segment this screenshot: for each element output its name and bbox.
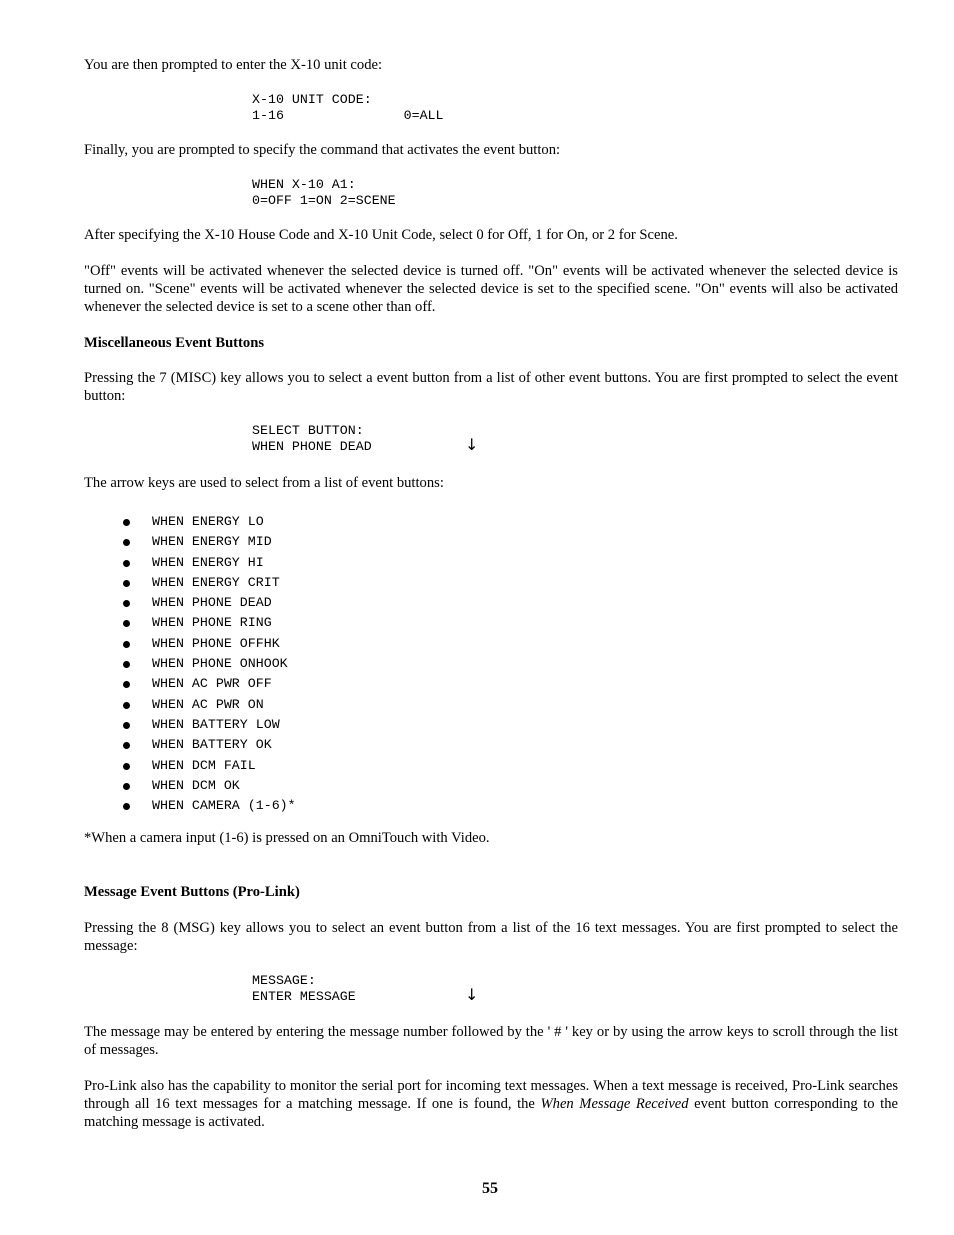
footnote-camera: *When a camera input (1-6) is pressed on an OmniTouch with Video. [84,830,490,846]
bullet-icon [123,641,130,648]
page-number: 55 [482,1180,498,1197]
bullet-icon [123,803,130,810]
bullet-icon [123,742,130,749]
bullet-icon [123,783,130,790]
bullet-icon [123,600,130,607]
down-arrow-icon: ↓ [465,435,479,454]
down-arrow-icon: ↓ [465,985,479,1004]
code-unit-code-prompt: X-10 UNIT CODE: 1-16 0=ALL [252,92,444,123]
paragraph-event-activation: "Off" events will be activated whenever the selected device is turned off. "On" events will be activated whenever the selected device is turned on. "Scene" events will be activated whenever the selected device is set to the specified scene. "On" events will also be activated whenever the selected device is set to a scene other than off. [84,263,898,315]
bullet-icon [123,661,130,668]
paragraph-message-entry: The message may be entered by entering the message number followed by the ' # ' key or by using the arrow keys to scroll through the list of messages. [84,1024,898,1058]
bullet-icon [123,539,130,546]
bullet-icon [123,580,130,587]
paragraph-misc-key: Pressing the 7 (MISC) key allows you to select a event button from a list of other event buttons. You are first prompted to select the event button: [84,370,898,404]
paragraph-select-command: After specifying the X-10 House Code and X-10 Unit Code, select 0 for Off, 1 for On, or 2 for Scene. [84,227,678,243]
heading-message-event-buttons: Message Event Buttons (Pro-Link) [84,884,300,900]
paragraph-pro-link-monitor: Pro-Link also has the capability to monitor the serial port for incoming text messages. When a text message is received, Pro-Link searches through all 16 text messages for a matching message. If one is found, the When Message Received event button corresponding to the matching message is activated. [84,1078,898,1130]
paragraph-arrow-keys: The arrow keys are used to select from a list of event buttons: [84,475,444,491]
paragraph-msg-key: Pressing the 8 (MSG) key allows you to select an event button from a list of the 16 text messages. You are first prompted to select the message: [84,920,898,954]
heading-miscellaneous-event-buttons: Miscellaneous Event Buttons [84,335,264,351]
bullet-icon [123,560,130,567]
code-select-button-prompt: SELECT BUTTON: WHEN PHONE DEAD [252,423,372,454]
bullet-icon [123,702,130,709]
paragraph-command-intro: Finally, you are prompted to specify the command that activates the event button: [84,142,561,158]
bullet-icon [123,681,130,688]
emphasis-when-message-received: When Message Received [540,1096,689,1112]
code-message-prompt: MESSAGE: ENTER MESSAGE [252,973,356,1004]
bullet-icon [123,763,130,770]
paragraph-unit-code-intro: You are then prompted to enter the X-10 unit code: [84,57,383,73]
bullet-icon [123,620,130,627]
bullet-icon [123,722,130,729]
code-command-prompt: WHEN X-10 A1: 0=OFF 1=ON 2=SCENE [252,177,396,208]
bullet-icon [123,519,130,526]
